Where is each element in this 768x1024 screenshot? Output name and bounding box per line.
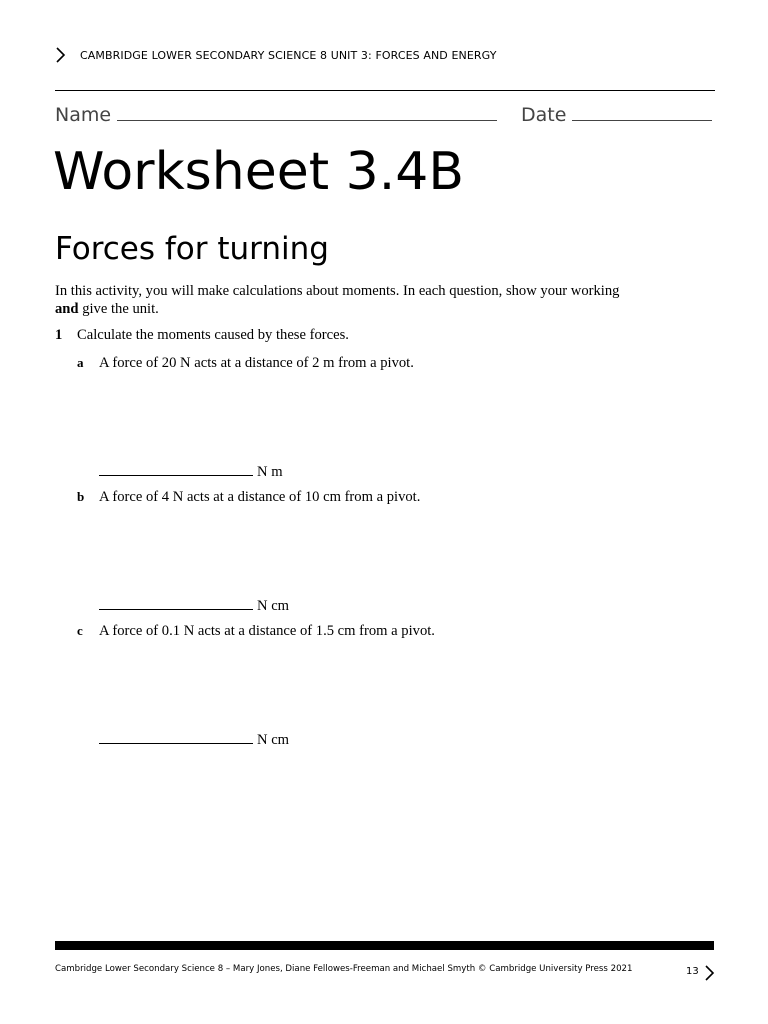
intro-text-1: In this activity, you will make calculations about moments. In each question, show your working	[55, 283, 620, 299]
chevron-right-icon	[54, 46, 68, 64]
footer-bar	[55, 941, 714, 950]
question-text: Calculate the moments caused by these forces.	[77, 327, 349, 343]
answer-unit: N cm	[257, 598, 290, 614]
answer-unit: N cm	[257, 732, 290, 748]
answer-line	[99, 595, 289, 615]
intro-bold-word: and	[55, 301, 79, 317]
date-field	[521, 104, 712, 126]
name-field	[55, 104, 497, 126]
part-text: A force of 0.1 N acts at a distance of 1.5 cm from a pivot.	[99, 623, 435, 639]
part-letter: b	[77, 489, 85, 504]
intro-text-2: give the unit.	[82, 301, 159, 317]
part-letter: c	[77, 623, 83, 638]
answer-line	[99, 461, 283, 481]
footer-credit: Cambridge Lower Secondary Science 8 – Mary Jones, Diane Fellowes-Freeman and Michael Smyth © Cambridge University Press 2021	[55, 964, 633, 974]
header-divider	[55, 90, 715, 91]
answer-unit: N m	[257, 464, 283, 480]
part-text: A force of 20 N acts at a distance of 2 m from a pivot.	[99, 355, 414, 371]
intro-paragraph	[55, 282, 685, 318]
date-label: Date	[521, 104, 567, 126]
answer-blank[interactable]	[99, 461, 253, 476]
worksheet-title: Worksheet 3.4B	[53, 142, 464, 202]
question-number: 1	[55, 327, 63, 343]
answer-blank[interactable]	[99, 595, 253, 610]
part-letter: a	[77, 355, 84, 370]
page-number: 13	[686, 966, 699, 977]
chevron-right-icon	[703, 964, 715, 982]
date-blank[interactable]	[572, 104, 712, 121]
name-blank[interactable]	[117, 104, 497, 121]
name-label: Name	[55, 104, 112, 126]
answer-blank[interactable]	[99, 729, 253, 744]
running-header: CAMBRIDGE LOWER SECONDARY SCIENCE 8 UNIT 3: FORCES AND ENERGY	[80, 49, 497, 62]
answer-line	[99, 729, 289, 749]
worksheet-subtitle: Forces for turning	[55, 231, 329, 267]
part-text: A force of 4 N acts at a distance of 10 cm from a pivot.	[99, 489, 421, 505]
